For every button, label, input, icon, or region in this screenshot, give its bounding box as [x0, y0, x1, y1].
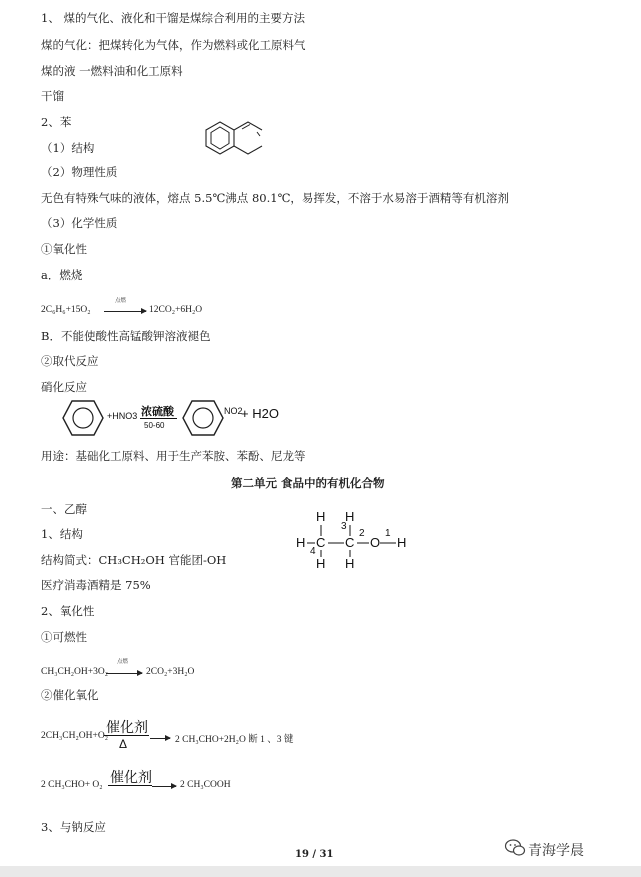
text-line: （1）结构 [41, 141, 95, 155]
text-line: 用途：基础化工原料、用于生产苯胺、苯酚、尼龙等 [41, 449, 306, 463]
bond-number: 1 [385, 528, 391, 539]
product-group: NO2 [224, 406, 243, 416]
page-number: 19 / 31 [295, 849, 334, 860]
section-title: 第二单元 食品中的有机化合物 [231, 476, 385, 490]
text-line: （2）物理性质 [41, 165, 118, 179]
text-line: 煤的气化：把煤转化为气体，作为燃料或化工原料气 [41, 38, 306, 52]
bond-number: 3 [341, 521, 347, 532]
text-line: ①可燃性 [41, 630, 87, 644]
text-line: 医疗消毒酒精是 75% [41, 578, 151, 592]
equation-condition: 点燃 [117, 659, 129, 665]
atom-o: O [370, 535, 381, 550]
equation-left: 2CH₃CH₂OH+O₂ [41, 731, 109, 741]
text-line: 1、结构 [41, 527, 83, 541]
text-line: 2、苯 [41, 115, 72, 129]
text-line: 1、 煤的气化、液化和干馏是煤综合利用的主要方法 [41, 11, 305, 25]
wechat-icon [504, 838, 526, 858]
atom-c: C [345, 535, 355, 550]
equation-left: 2 CH₃CHO+ O₂ [41, 780, 103, 790]
text-line: ②取代反应 [41, 354, 99, 368]
atom-h: H [397, 535, 407, 550]
atom-h: H [296, 535, 306, 550]
product-water: + H2O [241, 406, 279, 421]
equation-left: 2C₆H₆+15O₂ [41, 305, 91, 315]
equation-left: CH₃CH₂OH+3O₂ [41, 667, 109, 677]
text-line: 硝化反应 [41, 380, 87, 394]
text-line: ②催化氧化 [41, 688, 99, 702]
benzene-structure-diagram [203, 120, 265, 158]
equation-right: 2 CH₃COOH [180, 780, 231, 790]
reaction-arrow [150, 738, 170, 739]
atom-c: C [316, 535, 326, 550]
text-line: 煤的液 一燃料油和化工原料 [41, 64, 183, 78]
bond-lines [290, 505, 410, 575]
watermark-text: 青海学晨 [528, 843, 584, 859]
atom-h: H [345, 509, 355, 524]
reaction-arrow [152, 786, 176, 787]
text-line: 无色有特殊气味的液体，熔点 5.5℃沸点 80.1℃，易挥发，不溶于水易溶于酒精等有机溶剂 [41, 191, 509, 205]
bond-number: 2 [359, 528, 365, 539]
text-line: 结构简式：CH₃CH₂OH 官能团-OH [41, 553, 227, 567]
text-line: a．燃烧 [41, 268, 83, 282]
text-line: ①氧化性 [41, 242, 87, 256]
nitrobenzene-ring-icon [181, 399, 225, 437]
equation-right: 12CO₂+6H₂O [149, 305, 203, 315]
bond-number: 4 [310, 546, 316, 557]
heat-symbol: Δ [119, 737, 128, 751]
equation-right: 2 CH₃CHO+2H₂O 断 1 、3 键 [175, 735, 294, 745]
text-line: （3）化学性质 [41, 216, 118, 230]
atom-h: H [316, 556, 326, 571]
condition-line [140, 418, 177, 419]
condition-bottom: 50-60 [144, 421, 165, 430]
reaction-arrow [104, 311, 146, 312]
equation-condition: 点燃 [115, 298, 127, 304]
text-line: 干馏 [41, 89, 64, 103]
footer-bar [0, 866, 641, 877]
reagent-label: +HNO3 [107, 411, 138, 421]
catalyst-label: 催化剂 [106, 719, 148, 735]
benzene-ring-icon [61, 399, 105, 437]
equation-right: 2CO₂+3H₂O [146, 667, 195, 677]
text-line: 一、乙醇 [41, 502, 87, 516]
reaction-arrow [106, 673, 142, 674]
text-line: 3、与钠反应 [41, 820, 106, 834]
catalyst-line [104, 735, 149, 736]
atom-h: H [345, 556, 355, 571]
catalyst-label: 催化剂 [110, 769, 152, 785]
catalyst-line [108, 785, 152, 786]
text-line: B．不能使酸性高锰酸钾溶液褪色 [41, 329, 211, 343]
atom-h: H [316, 509, 326, 524]
text-line: 2、氧化性 [41, 604, 95, 618]
condition-top: 浓硫酸 [141, 406, 174, 418]
